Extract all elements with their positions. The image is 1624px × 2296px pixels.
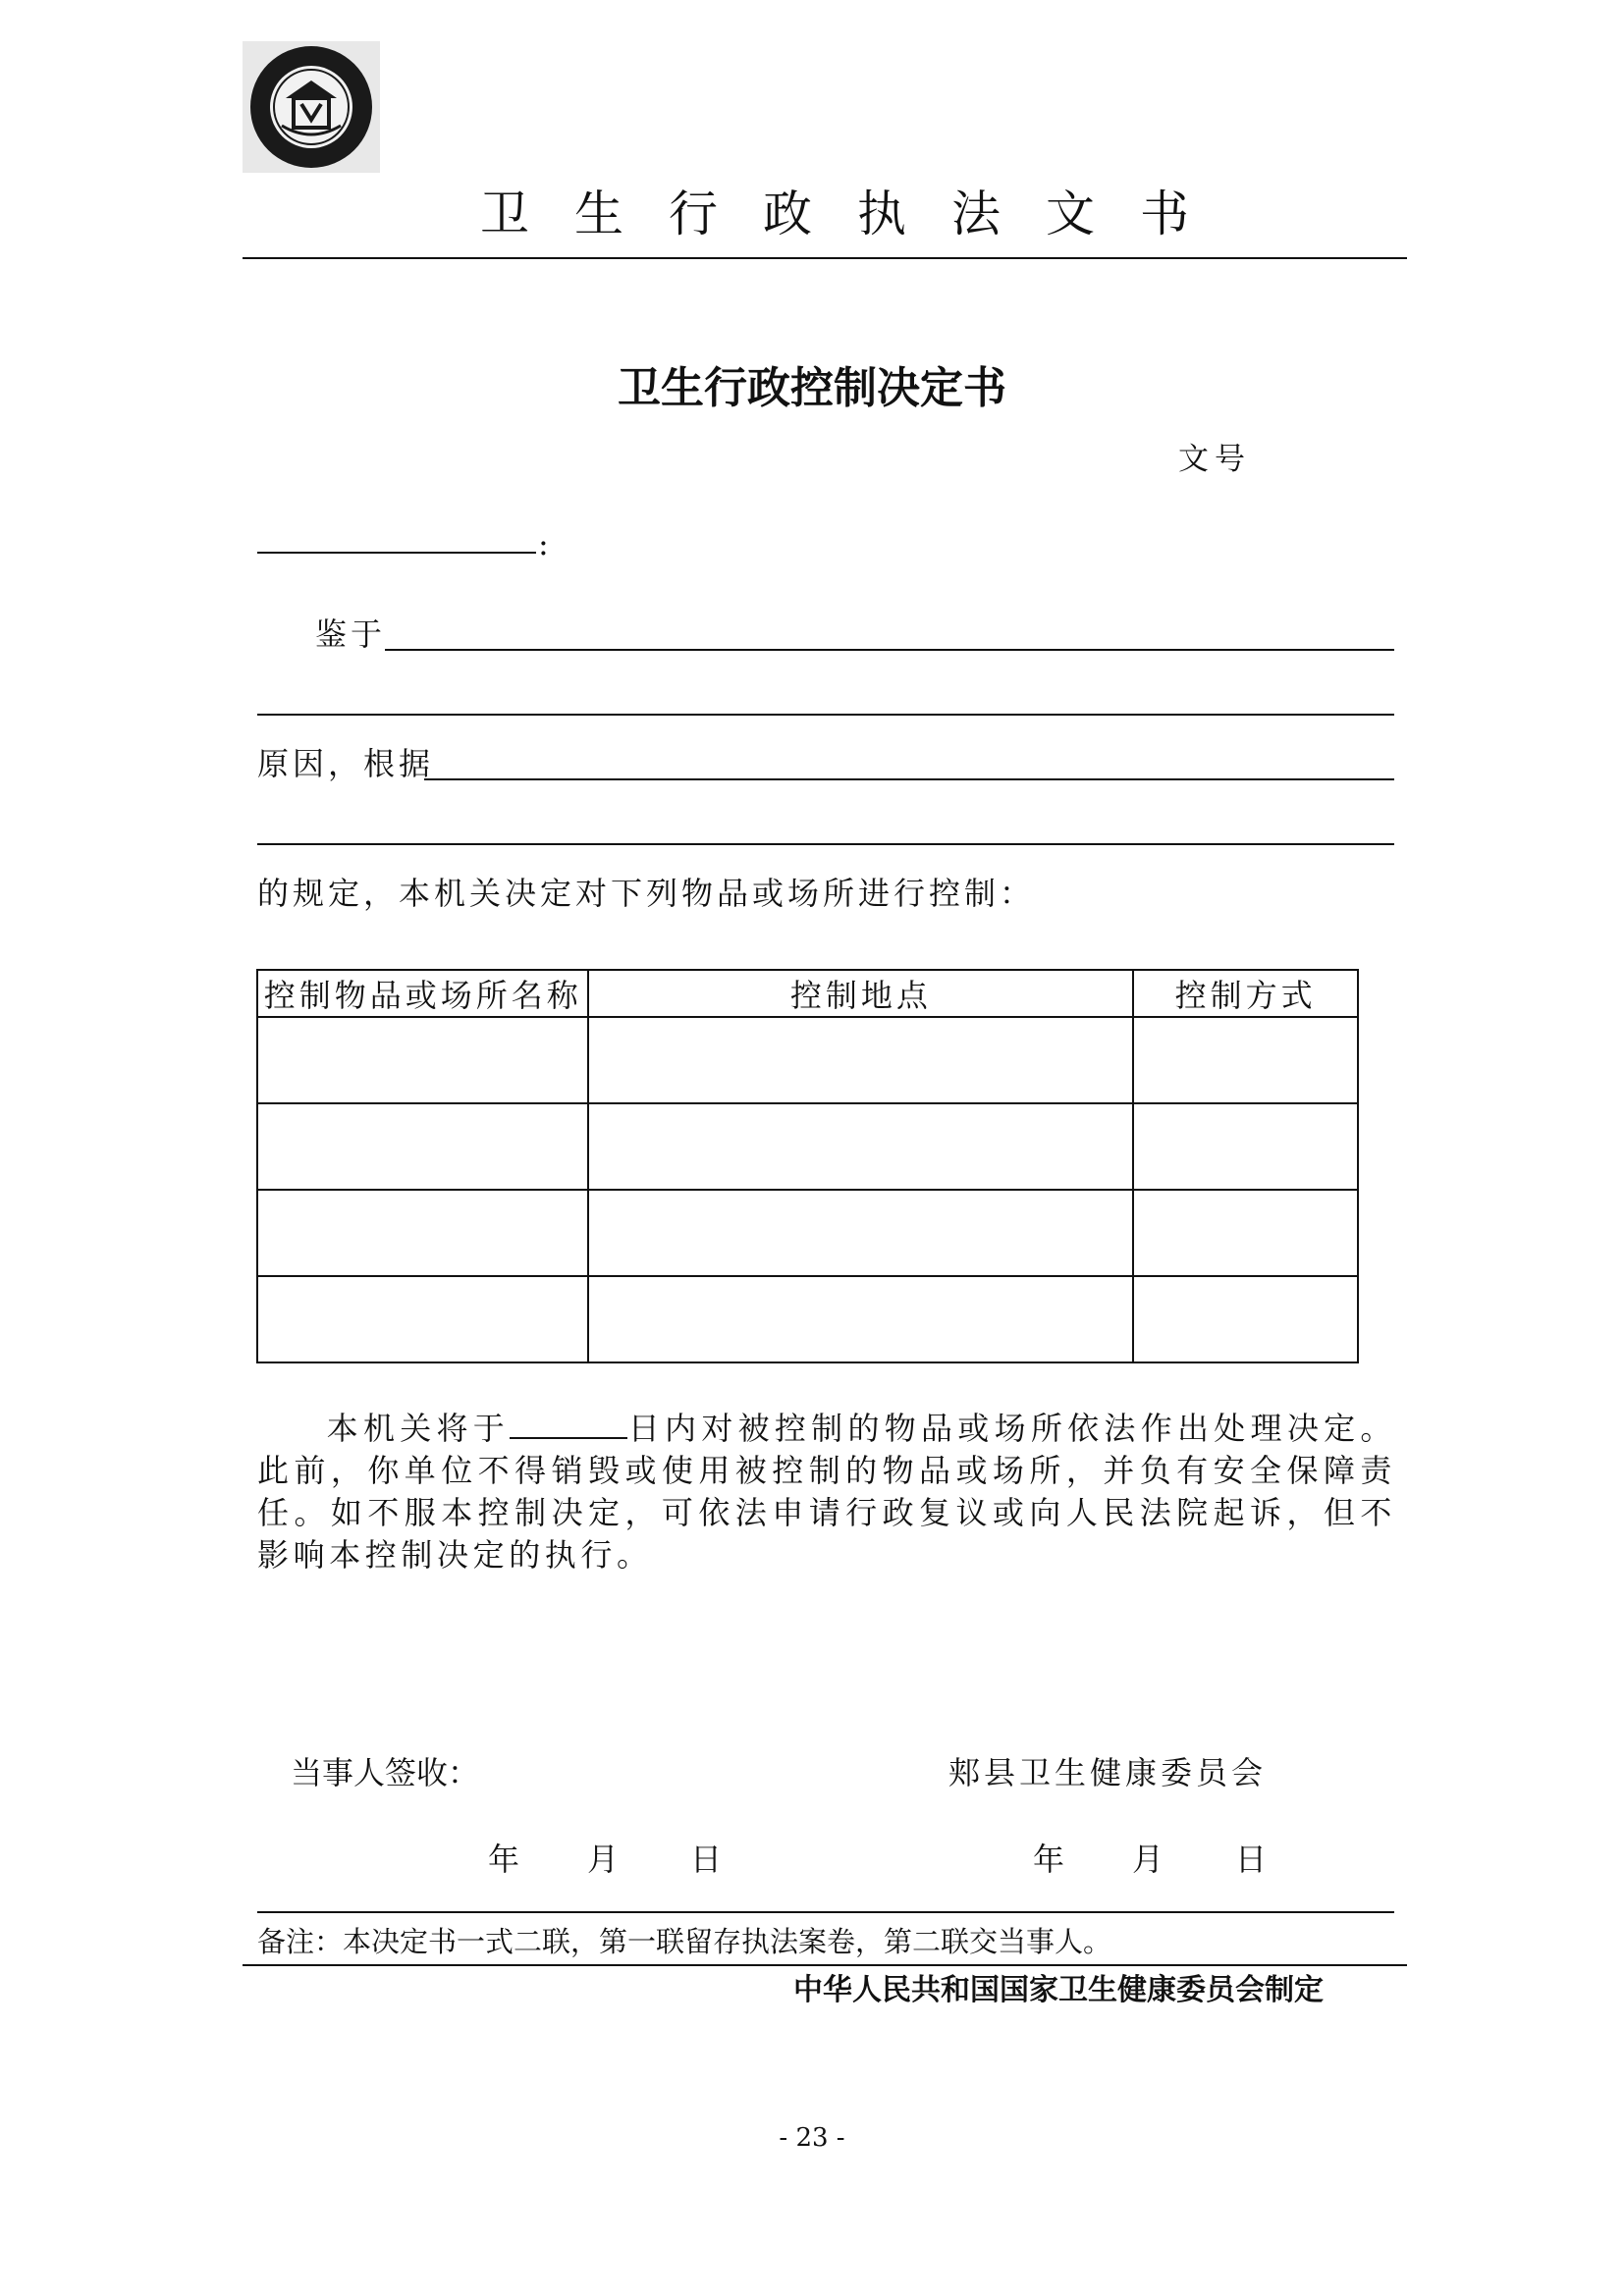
header-method: 控制方式 — [1133, 970, 1358, 1017]
table-cell[interactable] — [257, 1017, 588, 1103]
whereas-line-2[interactable] — [257, 714, 1394, 716]
table-cell[interactable] — [1133, 1103, 1358, 1190]
table-cell[interactable] — [257, 1190, 588, 1276]
party-signature-label: 当事人签收： — [291, 1754, 480, 1791]
table-header-row — [257, 970, 1358, 1017]
remark-divider-bottom — [243, 1964, 1407, 1966]
header-item-name: 控制物品或场所名称 — [257, 970, 588, 1017]
table-row — [257, 1276, 1358, 1362]
basis-line-2[interactable] — [257, 843, 1394, 845]
paragraph-body: 日内对被控制的物品或场所依法作出处理决定。此前，你单位不得销毁或使用被控制的物品或场所，并负有安全保障责任。如不服本控制决定，可依法申请行政复议或向人民法院起诉，但不影响本控制决定的执行。 — [257, 1410, 1396, 1574]
header-divider — [243, 257, 1407, 259]
table-cell[interactable] — [1133, 1276, 1358, 1362]
page-number: - 23 - — [779, 2123, 845, 2153]
party-date-month: 月 — [587, 1841, 620, 1878]
remark-divider-top — [257, 1911, 1394, 1913]
party-date-day: 日 — [690, 1841, 723, 1878]
header-location: 控制地点 — [588, 970, 1133, 1017]
whereas-label: 鉴于 — [315, 615, 387, 653]
table-cell[interactable] — [588, 1103, 1133, 1190]
basis-line-1[interactable] — [424, 778, 1394, 780]
table-cell[interactable] — [257, 1103, 588, 1190]
table-cell[interactable] — [1133, 1190, 1358, 1276]
whereas-line-1[interactable] — [385, 649, 1394, 651]
authority-name: 郏县卫生健康委员会 — [948, 1754, 1268, 1791]
days-blank[interactable] — [510, 1408, 627, 1439]
document-title: 卫生行政控制决定书 — [618, 363, 1006, 413]
table-row — [257, 1190, 1358, 1276]
paragraph-lead: 本机关将于 — [326, 1410, 511, 1447]
decision-paragraph — [257, 1408, 1396, 1576]
table-row — [257, 1103, 1358, 1190]
table-cell[interactable] — [1133, 1017, 1358, 1103]
decision-intro: 的规定，本机关决定对下列物品或场所进行控制： — [257, 875, 1036, 912]
header-title: 卫生行政执法文书 — [480, 186, 1234, 242]
control-table — [256, 969, 1359, 1363]
authority-date-day: 日 — [1235, 1841, 1268, 1878]
remark-text: 备注：本决定书一式二联，第一联留存执法案卷，第二联交当事人。 — [257, 1925, 1112, 1958]
table-cell[interactable] — [257, 1276, 588, 1362]
table-cell[interactable] — [588, 1190, 1133, 1276]
table-row — [257, 1017, 1358, 1103]
maker-text: 中华人民共和国国家卫生健康委员会制定 — [793, 1973, 1324, 2007]
authority-date-year: 年 — [1033, 1841, 1065, 1878]
authority-date-month: 月 — [1132, 1841, 1164, 1878]
recipient-suffix: : — [538, 525, 553, 562]
table-cell[interactable] — [588, 1017, 1133, 1103]
table-cell[interactable] — [588, 1276, 1133, 1362]
recipient-line[interactable] — [257, 552, 536, 554]
health-inspection-emblem — [243, 41, 380, 173]
party-date-year: 年 — [488, 1841, 520, 1878]
document-number-label: 文号 — [1178, 442, 1251, 477]
basis-label: 原因，根据 — [257, 745, 435, 782]
